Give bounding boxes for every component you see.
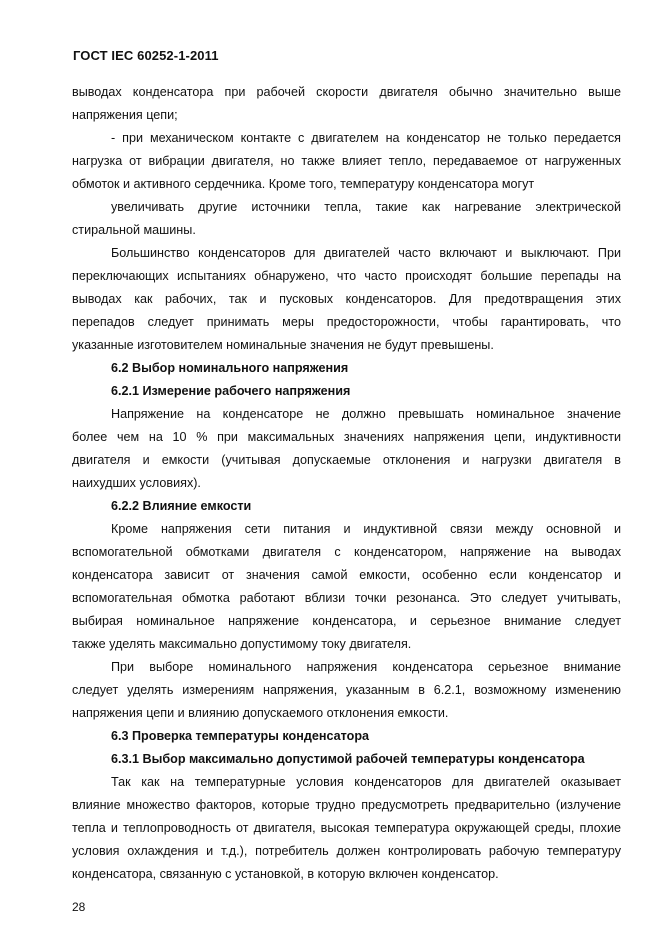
page-number: 28 (72, 900, 86, 914)
text-line: влияние множество факторов, которые трудно предусмотреть предварительно (излучение (72, 798, 621, 812)
text-line: наихудших условиях). (72, 476, 201, 490)
text-line: переключающих испытаниях обнаружено, что часто происходят большие перепады на (72, 269, 621, 283)
text-line: обмоток и активного сердечника. Кроме того, температуру конденсатора могут (72, 177, 535, 191)
subsection-heading: 6.3.1 Выбор максимально допустимой рабочей температуры конденсатора (111, 752, 585, 766)
text-line: увеличивать другие источники тепла, такие как нагревание электрической (111, 200, 621, 214)
text-line: Напряжение на конденсаторе не должно превышать номинальное значение (111, 407, 621, 421)
text-line: вспомогательная обмотка работают вблизи точки резонанса. Это следует учитывать, (72, 591, 621, 605)
text-line: конденсатора зависит от значения самой емкости, особенно если конденсатор и (72, 568, 621, 582)
section-heading: 6.3 Проверка температуры конденсатора (111, 729, 370, 743)
text-line: указанные изготовителем номинальные значения не будут превышены. (72, 338, 494, 352)
text-line: напряжения цепи и влиянию допускаемого отклонения емкости. (72, 706, 449, 720)
text-line: - при механическом контакте с двигателем на конденсатор не только передается (111, 131, 621, 145)
text-line: условия охлаждения и т.д.), потребитель должен контролировать рабочую температуру (72, 844, 621, 858)
text-line: Так как на температурные условия конденсаторов для двигателей оказывает (111, 775, 621, 789)
text-line: следует уделять измерениям напряжения, указанным в 6.2.1, возможному изменению (72, 683, 621, 697)
text-line: нагрузка от вибрации двигателя, но также влияет тепло, передаваемое от нагруженных (72, 154, 621, 168)
text-line: перепадов следует принимать меры предосторожности, чтобы гарантировать, что (72, 315, 621, 329)
text-line: также уделять максимально допустимому току двигателя. (72, 637, 412, 651)
text-line: напряжения цепи; (72, 108, 178, 122)
text-line: стиральной машины. (72, 223, 196, 237)
text-line: тепла и теплопроводность от двигателя, высокая температура окружающей среды, плохие (72, 821, 621, 835)
text-line: Кроме напряжения сети питания и индуктивной связи между основной и (111, 522, 621, 536)
text-line: двигателя и емкости (учитывая допускаемые отклонения и нагрузки двигателя в (72, 453, 621, 467)
subsection-heading: 6.2.2 Влияние емкости (111, 499, 252, 513)
text-line: выбирая номинальное напряжение конденсатора, и серьезное внимание следует (72, 614, 621, 628)
text-line: более чем на 10 % при максимальных значениях напряжения цепи, индуктивности (72, 430, 621, 444)
subsection-heading: 6.2.1 Измерение рабочего напряжения (111, 384, 351, 398)
text-line: При выборе номинального напряжения конденсатора серьезное внимание (111, 660, 621, 674)
text-line: выводах как рабочих, так и пусковых конденсаторов. Для предотвращения этих (72, 292, 621, 306)
text-line: Большинство конденсаторов для двигателей часто включают и выключают. При (111, 246, 621, 260)
section-heading: 6.2 Выбор номинального напряжения (111, 361, 349, 375)
text-line: вспомогательной обмотками двигателя с конденсатором, напряжение на выводах (72, 545, 621, 559)
text-line: конденсатора, связанную с установкой, в которую включен конденсатор. (72, 867, 499, 881)
document-header: ГОСТ IEC 60252-1-2011 (73, 48, 219, 63)
body-text (72, 81, 621, 886)
text-line: выводах конденсатора при рабочей скорости двигателя обычно значительно выше (72, 85, 621, 99)
